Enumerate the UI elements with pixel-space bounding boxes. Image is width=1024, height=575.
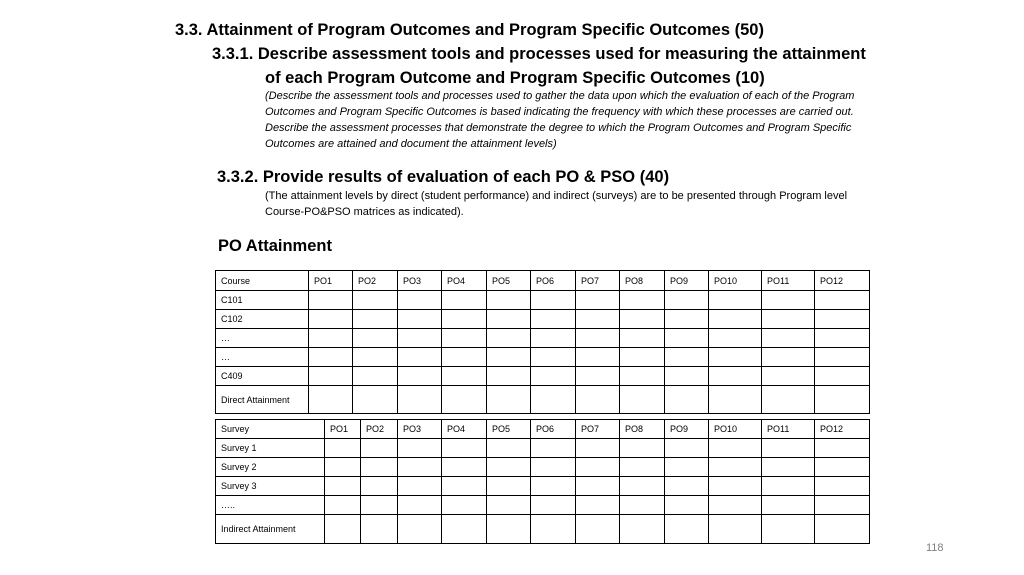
value-cell <box>620 310 665 329</box>
value-cell <box>620 386 665 414</box>
header-cell-po: PO1 <box>309 271 353 291</box>
value-cell <box>487 515 531 544</box>
value-cell <box>709 458 762 477</box>
value-cell <box>815 439 870 458</box>
header-cell-po: PO11 <box>762 420 815 439</box>
value-cell <box>576 458 620 477</box>
value-cell <box>531 439 576 458</box>
value-cell <box>309 386 353 414</box>
value-cell <box>325 515 361 544</box>
value-cell <box>487 310 531 329</box>
value-cell <box>815 515 870 544</box>
row-label: Survey 3 <box>216 477 325 496</box>
value-cell <box>620 367 665 386</box>
value-cell <box>487 329 531 348</box>
value-cell <box>576 477 620 496</box>
value-cell <box>442 367 487 386</box>
row-label: Survey 1 <box>216 439 325 458</box>
survey-po-table <box>215 419 870 544</box>
value-cell <box>762 348 815 367</box>
header-cell-po: PO5 <box>487 420 531 439</box>
value-cell <box>325 477 361 496</box>
value-cell <box>309 348 353 367</box>
value-cell <box>353 367 398 386</box>
po-attainment-title: PO Attainment <box>218 237 332 255</box>
value-cell <box>576 515 620 544</box>
row-label: C102 <box>216 310 309 329</box>
value-cell <box>398 367 442 386</box>
table-row <box>216 439 870 458</box>
value-cell <box>361 458 398 477</box>
value-cell <box>531 386 576 414</box>
value-cell <box>325 496 361 515</box>
value-cell <box>576 310 620 329</box>
results-note: (The attainment levels by direct (student performance) and indirect (surveys) are to be presented through Program level Course-PO&PSO matrices as indicated). <box>265 190 848 218</box>
header-cell-po: PO2 <box>361 420 398 439</box>
value-cell <box>576 291 620 310</box>
value-cell <box>487 458 531 477</box>
header-cell-po: PO3 <box>398 420 442 439</box>
value-cell <box>665 477 709 496</box>
value-cell <box>353 348 398 367</box>
value-cell <box>442 439 487 458</box>
value-cell <box>665 367 709 386</box>
value-cell <box>709 348 762 367</box>
table-row <box>216 291 870 310</box>
value-cell <box>531 458 576 477</box>
table-row <box>216 367 870 386</box>
section-heading: 3.3. Attainment of Program Outcomes and Program Specific Outcomes (50) <box>175 21 764 39</box>
value-cell <box>815 458 870 477</box>
header-cell-po: PO11 <box>762 271 815 291</box>
value-cell <box>353 329 398 348</box>
row-label: … <box>216 348 309 367</box>
header-cell-po: PO9 <box>665 271 709 291</box>
value-cell <box>309 291 353 310</box>
value-cell <box>531 477 576 496</box>
header-cell-po: PO12 <box>815 271 870 291</box>
value-cell <box>398 291 442 310</box>
value-cell <box>531 496 576 515</box>
value-cell <box>487 348 531 367</box>
value-cell <box>815 477 870 496</box>
value-cell <box>361 496 398 515</box>
value-cell <box>709 477 762 496</box>
table-row <box>216 515 870 544</box>
row-label: C409 <box>216 367 309 386</box>
value-cell <box>762 310 815 329</box>
value-cell <box>442 496 487 515</box>
value-cell <box>576 439 620 458</box>
header-cell-po: PO4 <box>442 420 487 439</box>
value-cell <box>531 348 576 367</box>
value-cell <box>709 291 762 310</box>
value-cell <box>309 310 353 329</box>
table-row <box>216 477 870 496</box>
subsection-heading-line1: 3.3.1. Describe assessment tools and processes used for measuring the attainment <box>212 45 866 63</box>
value-cell <box>709 386 762 414</box>
value-cell <box>442 386 487 414</box>
value-cell <box>620 329 665 348</box>
value-cell <box>442 329 487 348</box>
value-cell <box>398 329 442 348</box>
value-cell <box>762 496 815 515</box>
header-cell-po: PO9 <box>665 420 709 439</box>
header-cell-po: PO4 <box>442 271 487 291</box>
value-cell <box>815 496 870 515</box>
value-cell <box>665 329 709 348</box>
value-cell <box>762 477 815 496</box>
value-cell <box>665 496 709 515</box>
value-cell <box>665 458 709 477</box>
value-cell <box>620 477 665 496</box>
header-cell-po: PO3 <box>398 271 442 291</box>
value-cell <box>815 367 870 386</box>
value-cell <box>398 477 442 496</box>
value-cell <box>398 496 442 515</box>
table-header-row <box>216 420 870 439</box>
value-cell <box>361 477 398 496</box>
row-label: Survey 2 <box>216 458 325 477</box>
header-cell-po: PO10 <box>709 271 762 291</box>
value-cell <box>620 458 665 477</box>
value-cell <box>353 291 398 310</box>
value-cell <box>398 515 442 544</box>
value-cell <box>709 439 762 458</box>
value-cell <box>815 310 870 329</box>
header-cell-po: PO6 <box>531 271 576 291</box>
value-cell <box>665 439 709 458</box>
header-cell-po: PO10 <box>709 420 762 439</box>
header-cell-po: PO6 <box>531 420 576 439</box>
value-cell <box>762 458 815 477</box>
value-cell <box>815 291 870 310</box>
table-row <box>216 348 870 367</box>
value-cell <box>576 348 620 367</box>
header-cell-po: PO2 <box>353 271 398 291</box>
value-cell <box>576 496 620 515</box>
value-cell <box>762 329 815 348</box>
table-row <box>216 458 870 477</box>
value-cell <box>531 291 576 310</box>
value-cell <box>576 329 620 348</box>
course-po-table <box>215 270 870 414</box>
value-cell <box>309 367 353 386</box>
value-cell <box>442 477 487 496</box>
value-cell <box>442 310 487 329</box>
value-cell <box>709 367 762 386</box>
value-cell <box>487 367 531 386</box>
value-cell <box>620 496 665 515</box>
value-cell <box>487 477 531 496</box>
value-cell <box>815 329 870 348</box>
value-cell <box>576 386 620 414</box>
value-cell <box>665 515 709 544</box>
subsection-heading-line2: of each Program Outcome and Program Specific Outcomes (10) <box>265 69 765 87</box>
value-cell <box>398 348 442 367</box>
row-label: … <box>216 329 309 348</box>
value-cell <box>325 439 361 458</box>
header-cell-po: PO12 <box>815 420 870 439</box>
value-cell <box>361 439 398 458</box>
table-row <box>216 386 870 414</box>
value-cell <box>398 310 442 329</box>
value-cell <box>762 367 815 386</box>
value-cell <box>487 496 531 515</box>
value-cell <box>353 386 398 414</box>
value-cell <box>709 496 762 515</box>
header-cell-label: Survey <box>216 420 325 439</box>
value-cell <box>531 515 576 544</box>
value-cell <box>487 291 531 310</box>
value-cell <box>442 291 487 310</box>
header-cell-po: PO8 <box>620 420 665 439</box>
header-cell-po: PO7 <box>576 420 620 439</box>
value-cell <box>620 515 665 544</box>
value-cell <box>531 310 576 329</box>
value-cell <box>709 310 762 329</box>
value-cell <box>762 386 815 414</box>
value-cell <box>815 386 870 414</box>
value-cell <box>442 515 487 544</box>
value-cell <box>531 367 576 386</box>
table-header-row <box>216 271 870 291</box>
page-number: 118 <box>926 542 944 554</box>
value-cell <box>398 458 442 477</box>
row-label: C101 <box>216 291 309 310</box>
header-cell-po: PO8 <box>620 271 665 291</box>
table-row <box>216 496 870 515</box>
value-cell <box>576 367 620 386</box>
value-cell <box>762 515 815 544</box>
value-cell <box>487 439 531 458</box>
value-cell <box>709 515 762 544</box>
header-cell-po: PO5 <box>487 271 531 291</box>
header-cell-label: Course <box>216 271 309 291</box>
value-cell <box>665 291 709 310</box>
value-cell <box>709 329 762 348</box>
row-label: ….. <box>216 496 325 515</box>
value-cell <box>620 439 665 458</box>
row-label: Direct Attainment <box>216 386 309 414</box>
value-cell <box>815 348 870 367</box>
results-heading: 3.3.2. Provide results of evaluation of each PO & PSO (40) <box>217 168 670 186</box>
header-cell-po: PO7 <box>576 271 620 291</box>
table-row <box>216 310 870 329</box>
value-cell <box>762 439 815 458</box>
value-cell <box>665 310 709 329</box>
header-cell-po: PO1 <box>325 420 361 439</box>
value-cell <box>309 329 353 348</box>
value-cell <box>353 310 398 329</box>
value-cell <box>398 439 442 458</box>
value-cell <box>442 348 487 367</box>
value-cell <box>665 386 709 414</box>
value-cell <box>531 329 576 348</box>
value-cell <box>762 291 815 310</box>
value-cell <box>361 515 398 544</box>
row-label: Indirect Attainment <box>216 515 325 544</box>
value-cell <box>620 348 665 367</box>
table-row <box>216 329 870 348</box>
value-cell <box>442 458 487 477</box>
value-cell <box>620 291 665 310</box>
value-cell <box>487 386 531 414</box>
value-cell <box>325 458 361 477</box>
description-text: (Describe the assessment tools and processes used to gather the data upon which the evaluation of each of the Program Outcomes and Program Specific Outcomes is based indicating the frequency with which these processes are carried out. Describe the assessment processes that demonstrate the degree to which the Program Outcomes and Program Specific Outcomes are attained and document the attainment levels) <box>265 90 855 150</box>
value-cell <box>398 386 442 414</box>
value-cell <box>665 348 709 367</box>
